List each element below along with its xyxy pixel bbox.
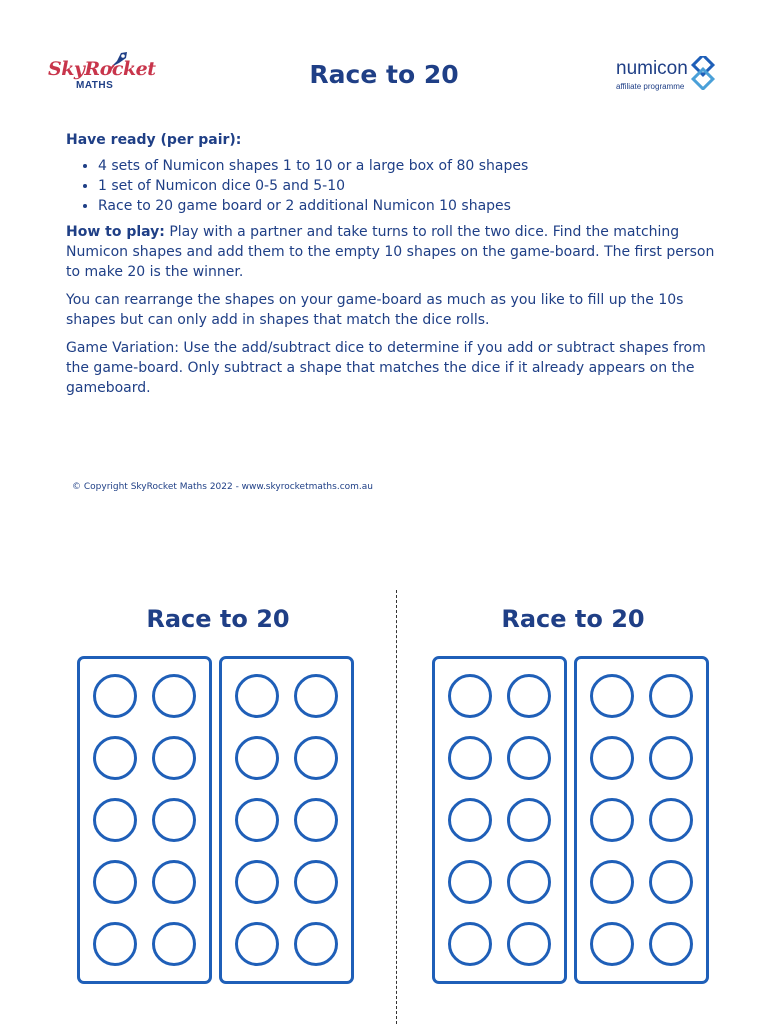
how-to-play-paragraph — [66, 222, 732, 282]
frame-hole — [152, 674, 196, 718]
frame-hole — [235, 798, 279, 842]
numicon-logo-sub: affiliate programme — [616, 82, 685, 91]
frame-hole — [507, 860, 551, 904]
skyrocket-logo-text: SkyRocket — [48, 58, 156, 80]
maths-logo-text: MATHS — [76, 80, 114, 91]
board-title: Race to 20 — [501, 605, 645, 633]
frame-hole — [649, 922, 693, 966]
frame-hole — [507, 674, 551, 718]
frame-hole — [507, 798, 551, 842]
frame-hole — [93, 798, 137, 842]
ten-frame — [77, 656, 212, 984]
numicon-mark-icon — [690, 56, 718, 90]
ten-frame — [219, 656, 354, 984]
frame-hole — [152, 798, 196, 842]
materials-list — [66, 156, 732, 216]
ten-frame — [432, 656, 567, 984]
variation-paragraph: Game Variation: Use the add/subtract dice to determine if you add or subtract shapes from the game-board. Only subtract a shape that matches the dice if it already appears on the gameboard. — [66, 340, 706, 396]
frame-hole — [649, 674, 693, 718]
frame-hole — [235, 736, 279, 780]
game-board-left — [77, 600, 359, 990]
frame-hole — [294, 736, 338, 780]
numicon-logo — [616, 54, 726, 94]
frame-hole — [93, 860, 137, 904]
board-title: Race to 20 — [146, 605, 290, 633]
have-ready-heading: Have ready (per pair): — [66, 132, 242, 148]
frame-hole — [294, 674, 338, 718]
frame-hole — [448, 674, 492, 718]
frame-hole — [93, 922, 137, 966]
page-title: Race to 20 — [309, 60, 459, 89]
numicon-logo-word: numicon — [616, 58, 688, 79]
frame-hole — [294, 798, 338, 842]
frame-hole — [590, 674, 634, 718]
instructions — [66, 130, 732, 406]
list-item: • Race to 20 game board or 2 additional Numicon 10 shapes — [98, 196, 732, 216]
frame-hole — [448, 922, 492, 966]
frame-hole — [590, 922, 634, 966]
ten-frame — [574, 656, 709, 984]
frame-hole — [235, 674, 279, 718]
frame-hole — [507, 922, 551, 966]
frame-hole — [152, 860, 196, 904]
list-item: • 1 set of Numicon dice 0-5 and 5-10 — [98, 176, 732, 196]
ten-frames — [77, 656, 359, 988]
ten-frames — [432, 656, 714, 988]
how-to-play-label: How to play: — [66, 224, 165, 240]
cut-line — [396, 590, 397, 1024]
frame-hole — [507, 736, 551, 780]
frame-hole — [235, 922, 279, 966]
frame-hole — [649, 798, 693, 842]
frame-hole — [93, 736, 137, 780]
copyright-notice: © Copyright SkyRocket Maths 2022 - www.skyrocketmaths.com.au — [72, 482, 373, 492]
frame-hole — [152, 922, 196, 966]
frame-hole — [448, 798, 492, 842]
frame-hole — [590, 798, 634, 842]
frame-hole — [93, 674, 137, 718]
game-board-right — [432, 600, 714, 990]
frame-hole — [448, 860, 492, 904]
frame-hole — [448, 736, 492, 780]
how-to-play-text: Play with a partner and take turns to roll the two dice. Find the matching Numicon shapes and add them to the empty 10 shapes on the game-board. The first person to make 20 is the winner. — [66, 224, 715, 280]
frame-hole — [235, 860, 279, 904]
rearrange-paragraph: You can rearrange the shapes on your game-board as much as you like to fill up the 10s shapes but can only add in shapes that match the dice rolls. — [66, 292, 684, 328]
frame-hole — [649, 736, 693, 780]
frame-hole — [152, 736, 196, 780]
list-item: • 4 sets of Numicon shapes 1 to 10 or a large box of 80 shapes — [98, 156, 732, 176]
frame-hole — [590, 736, 634, 780]
frame-hole — [649, 860, 693, 904]
frame-hole — [294, 922, 338, 966]
frame-hole — [590, 860, 634, 904]
frame-hole — [294, 860, 338, 904]
